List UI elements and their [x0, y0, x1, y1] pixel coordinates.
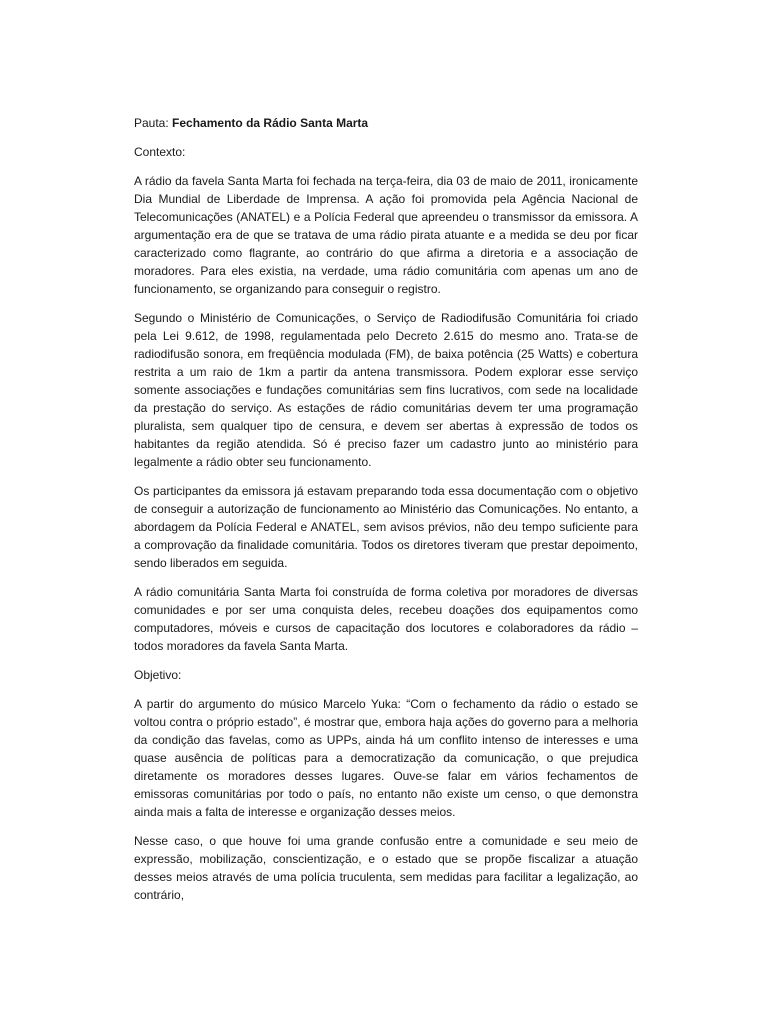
paragraph-contexto-3: Os participantes da emissora já estavam preparando toda essa documentação com o objetivo de conseguir a autorização de funcionamento ao Ministério das Comunicações. No entanto, a abordagem da Polícia Federal e ANATEL, sem avisos prévios, não deu tempo suficiente para a comprovação da finalidade comunitária. Todos os diretores tiveram que prestar depoimento, sendo liberados em seguida.: [134, 484, 638, 570]
document-body: [134, 114, 638, 915]
contexto-heading: Contexto:: [134, 145, 186, 159]
paragraph-contexto-4: A rádio comunitária Santa Marta foi construída de forma coletiva por moradores de diversas comunidades e por ser uma conquista deles, recebeu doações dos equipamentos como computadores, móveis e cursos de capacitação dos locutores e colaboradores da rádio – todos moradores da favela Santa Marta.: [134, 585, 638, 653]
paragraph-objetivo-1: A partir do argumento do músico Marcelo Yuka: “Com o fechamento da rádio o estado se voltou contra o próprio estado”, é mostrar que, embora haja ações do governo para a melhoria da condição das favelas, como as UPPs, ainda há um conflito intenso de interesses e uma quase ausência de políticas para a democratização da comunicação, o que prejudica diretamente os moradores desses lugares. Ouve-se falar em vários fechamentos de emissoras comunitárias por todo o país, no entanto não existe um censo, o que demonstra ainda mais a falta de interesse e organização desses meios.: [134, 697, 638, 819]
paragraph-contexto-2: Segundo o Ministério de Comunicações, o Serviço de Radiodifusão Comunitária foi criado pela Lei 9.612, de 1998, regulamentada pelo Decreto 2.615 do mesmo ano. Trata-se de radiodifusão sonora, em freqüência modulada (FM), de baixa potência (25 Watts) e cobertura restrita a um raio de 1km a partir da antena transmissora. Podem explorar esse serviço somente associações e fundações comunitárias sem fins lucrativos, com sede na localidade da prestação do serviço. As estações de rádio comunitárias devem ter uma programação pluralista, sem qualquer tipo de censura, e devem ser abertas à expressão de todos os habitantes da região atendida. Só é preciso fazer um cadastro junto ao ministério para legalmente a rádio obter seu funcionamento.: [134, 311, 638, 469]
objetivo-heading: Objetivo:: [134, 668, 182, 682]
paragraph-objetivo-2: Nesse caso, o que houve foi uma grande confusão entre a comunidade e seu meio de expressão, mobilização, conscientização, e o estado que se propõe fiscalizar a atuação desses meios através de uma polícia truculenta, sem medidas para facilitar a legalização, ao contrário,: [134, 834, 638, 902]
pauta-title: Fechamento da Rádio Santa Marta: [172, 116, 369, 130]
paragraph-contexto-1: A rádio da favela Santa Marta foi fechada na terça-feira, dia 03 de maio de 2011, ironicamente Dia Mundial de Liberdade de Imprensa. A ação foi promovida pela Agência Nacional de Telecomunicações (ANATEL) e a Polícia Federal que apreendeu o transmissor da emissora. A argumentação era de que se tratava de uma rádio pirata atuante e a medida se deu por ficar caracterizado como flagrante, ao contrário do que afirma a diretoria e a associação de moradores. Para eles existia, na verdade, uma rádio comunitária com apenas um ano de funcionamento, se organizando para conseguir o registro.: [134, 174, 638, 296]
pauta-line: [134, 114, 638, 132]
pauta-label: Pauta:: [134, 116, 169, 130]
